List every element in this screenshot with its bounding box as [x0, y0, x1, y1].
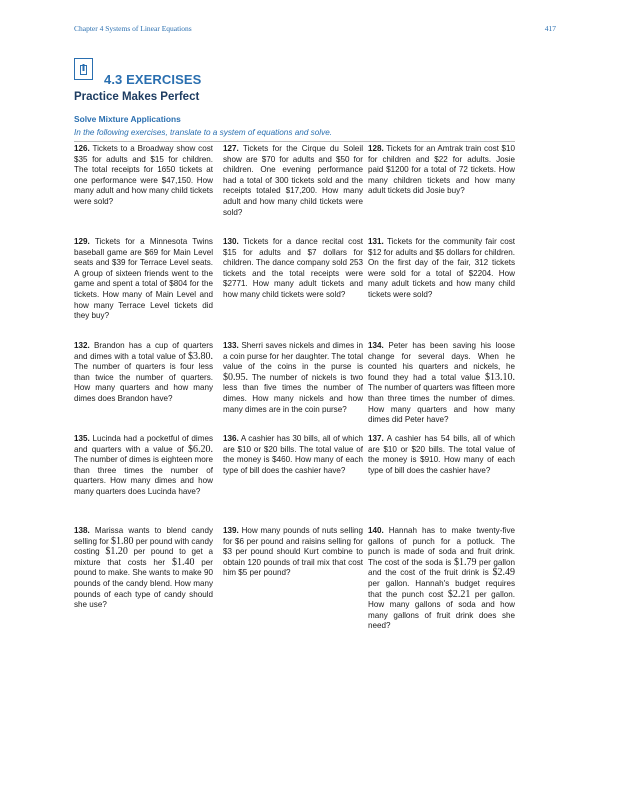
math-value: $3.80. [188, 350, 213, 362]
section-title: 4.3 EXERCISES [104, 72, 202, 87]
exercise-number: 135. [74, 434, 90, 443]
exercise-128 [368, 142, 515, 235]
exercise-text: A cashier has 54 bills, all of which are $10 or $20 bills. The total value of the money is $910. How many of each type of bill does the cashier have? [368, 434, 515, 475]
exercise-137 [368, 432, 515, 524]
exercise-136 [221, 432, 368, 524]
exercise-number: 137. [368, 434, 384, 443]
exercise-131 [368, 235, 515, 339]
exercise-grid [74, 141, 515, 654]
exercise-130 [221, 235, 368, 339]
exercise-text: Lucinda had a pocketful of dimes and quarters with a value of [74, 434, 214, 454]
math-value: $2.21 [447, 588, 471, 600]
exercise-number: 132. [74, 341, 90, 350]
exercise-number: 127. [223, 144, 239, 153]
exercise-number: 128. [368, 144, 384, 153]
exercise-number: 129. [74, 237, 90, 246]
exercise-number: 130. [223, 237, 239, 246]
exercise-text: per pound to make. She wants to make 90 pounds of the candy blend. How many pounds of each type of candy should she use? [74, 557, 213, 610]
exercise-138 [74, 524, 221, 654]
exercise-text: Tickets for a dance recital cost $15 for adults and $7 dollars for children. The dance company sold 253 tickets and the total receipts were $2771. How many adult tickets and how many child tickets were sold? [223, 237, 363, 299]
chapter-title: Chapter 4 Systems of Linear Equations [74, 24, 192, 33]
math-value: $13.10. [485, 371, 515, 383]
pencil-notebook-icon [74, 58, 93, 80]
exercise-number: 131. [368, 237, 384, 246]
page-number: 417 [544, 24, 556, 33]
exercise-text: The number of quarters was fifteen more than three times the number of dimes. How many quarters and how many dimes did Peter have? [368, 383, 515, 425]
exercise-number: 138. [74, 526, 90, 535]
exercise-text: per gallon and the cost of the fruit drink is [368, 557, 515, 578]
instructions: In the following exercises, translate to a system of equations and solve. [74, 128, 333, 137]
exercise-number: 139. [223, 526, 239, 535]
exercise-number: 136. [223, 434, 239, 443]
exercise-text: Sherri saves nickels and dimes in a coin purse for her daughter. The total value of the coins in the purse is [223, 341, 363, 372]
exercise-text: The number of dimes is eighteen more than three times the number of quarters. How many dimes and how many quarters does Lucinda have? [74, 455, 213, 496]
exercise-text: Tickets for an Amtrak train cost $10 for children and $22 for adults. Josie paid $1200 for a total of 72 tickets. How many children tickets and how many adult tickets did Josie buy? [368, 144, 515, 196]
exercise-text: The number of quarters is four less than twice the number of quarters. How many quarters and how many dimes does Brandon have? [74, 362, 213, 403]
exercise-text: per gallon. Hannah's budget requires that the punch cost [368, 578, 515, 599]
exercise-number: 126. [74, 144, 90, 153]
exercise-140 [368, 524, 515, 654]
exercise-text: Brandon has a cup of quarters and dimes with a total value of [74, 341, 213, 361]
math-value: $1.79 [453, 556, 477, 568]
exercise-132 [74, 339, 221, 432]
exercise-134 [368, 339, 515, 432]
math-value: $0.95. [223, 371, 248, 383]
exercise-text: per pound to get a mixture that costs her [74, 547, 213, 567]
exercise-number: 134. [368, 341, 384, 350]
math-value: $1.20 [105, 546, 128, 558]
exercise-text: Tickets for the community fair cost $12 for adults and $5 dollars for children. On the first day of the fair, 312 tickets were sold for a total of $2204. How many adult tickets and how many child tickets were sold? [368, 237, 515, 299]
exercise-text: per pound with candy costing [74, 536, 213, 557]
exercise-127 [221, 142, 368, 235]
exercise-135 [74, 432, 221, 524]
section-subtitle: Practice Makes Perfect [74, 91, 200, 103]
math-value: $1.80 [111, 535, 134, 547]
exercise-133 [221, 339, 368, 432]
exercise-129 [74, 235, 221, 339]
exercise-number: 140. [368, 526, 384, 535]
exercise-text: Marissa wants to blend candy selling for [74, 526, 213, 546]
exercise-text: Peter has been saving his loose change for several days. When he counted his quarters and nickels, he found they had a total value [368, 341, 515, 382]
exercise-number: 133. [223, 341, 239, 350]
exercise-text: per gallon. How many gallons of soda and how many gallons of fruit drink does she need? [368, 589, 515, 631]
exercise-text: The number of nickels is two less than five times the number of dimes. How many nickels and how many dimes are in the coin purse? [223, 372, 363, 414]
math-value: $6.20. [188, 443, 213, 455]
exercise-126 [74, 142, 221, 235]
topic-heading: Solve Mixture Applications [74, 114, 181, 124]
math-value: $1.40 [171, 556, 195, 568]
exercise-text: Tickets to a Broadway show cost $35 for adults and $15 for children. The total receipts for 1650 tickets at one performance were $47,150. How many adult and how many child tickets were sold? [74, 144, 213, 206]
exercise-text: A cashier has 30 bills, all of which are $10 or $20 bills. The total value of the money is $460. How many of each type of bill does the cashier have? [223, 434, 363, 475]
exercise-text: Tickets for a Minnesota Twins baseball game are $69 for Main Level seats and $39 for Terrace Level seats. A group of sixteen friends went to the game and spent a total of $804 for the tickets. How many of Main Level and how many Terrace Level tickets did they buy? [74, 237, 213, 321]
exercise-text: Tickets for the Cirque du Soleil show are $70 for adults and $50 for children. One evening performance had a total of 300 tickets sold and the receipts totaled $17,200. How many adult and how many child tickets were sold? [223, 144, 363, 217]
math-value: $2.49 [492, 567, 515, 579]
exercise-text: Hannah has to make twenty-five gallons of punch for a potluck. The punch is made of soda and fruit drink. The cost of the soda is [368, 526, 515, 567]
exercise-139 [221, 524, 368, 654]
exercise-text: How many pounds of nuts selling for $6 per pound and raisins selling for $3 per pound should Kurt combine to obtain 120 pounds of trail mix that cost him $5 per pound? [223, 526, 364, 578]
